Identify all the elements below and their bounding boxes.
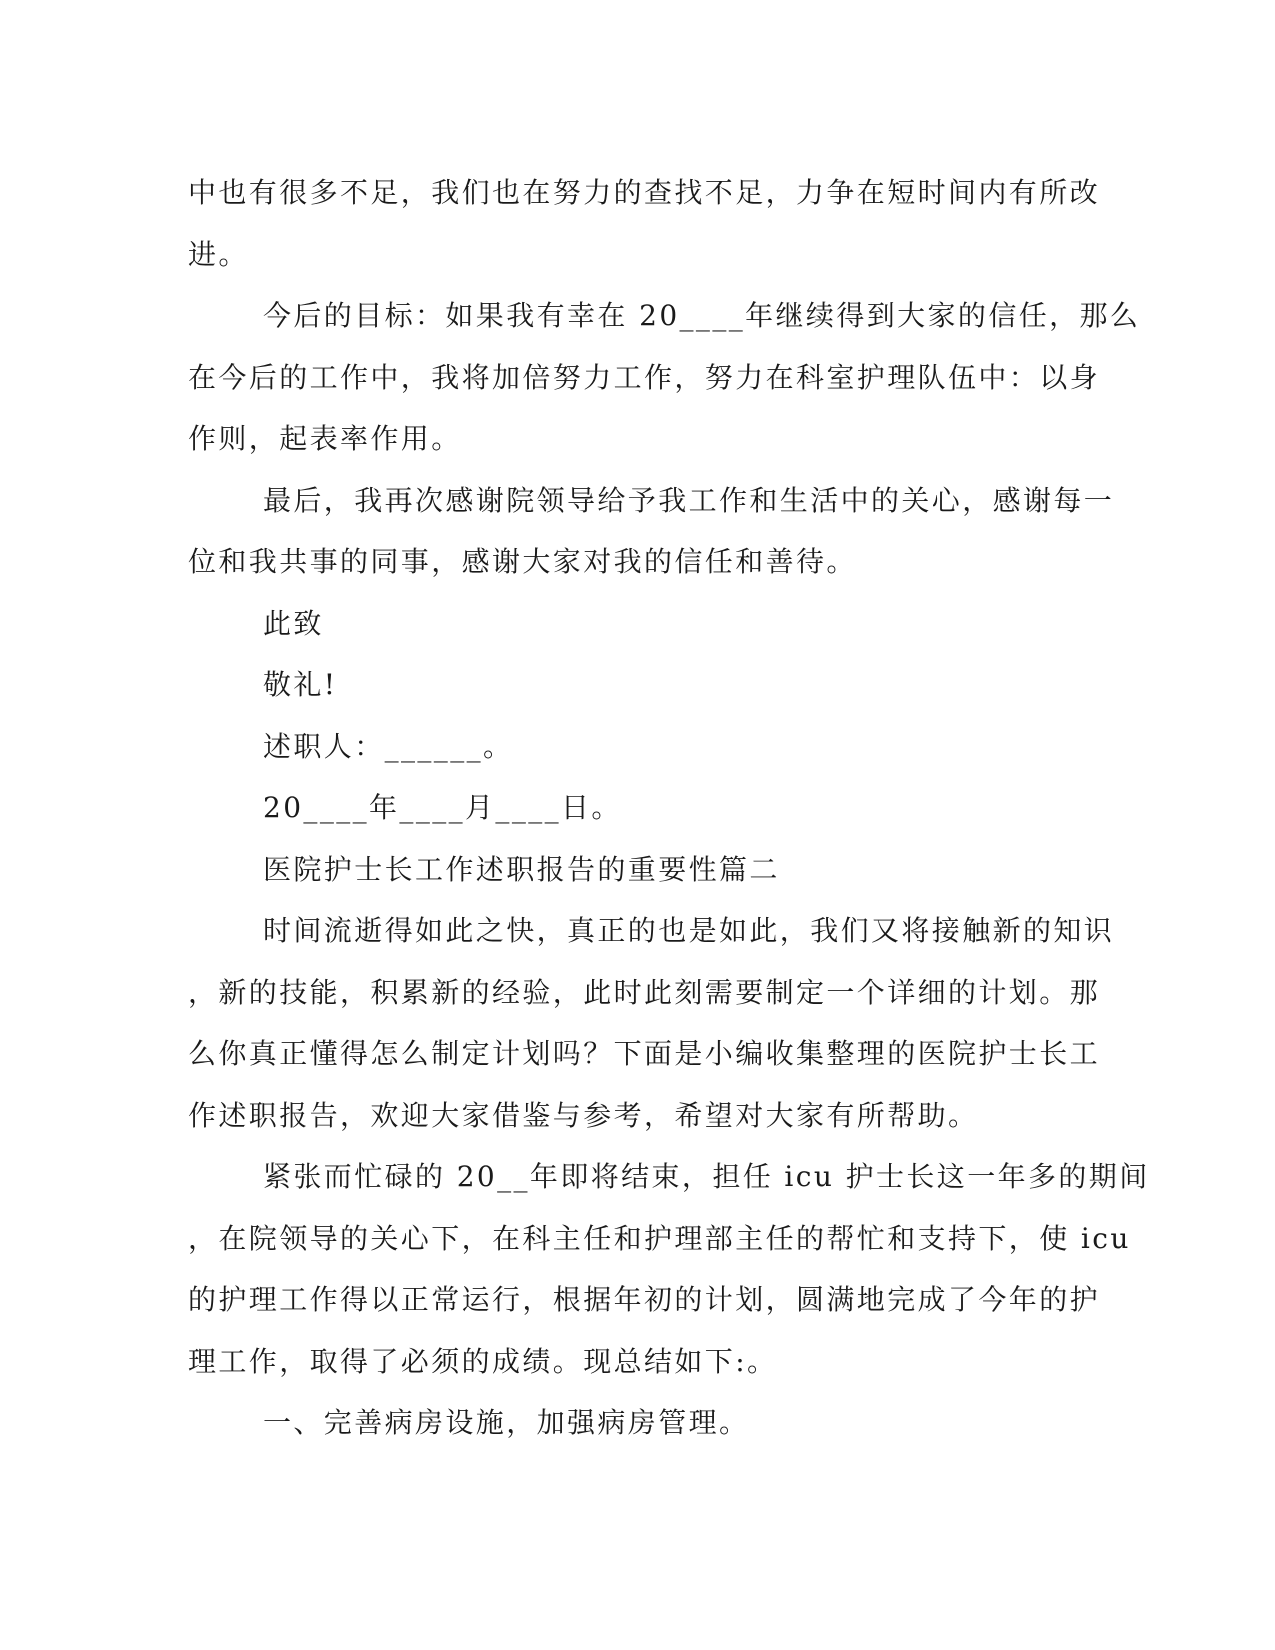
document-body xyxy=(188,162,1150,1454)
text-line: ，在院领导的关心下，在科主任和护理部主任的帮忙和支持下，使 icu xyxy=(188,1221,1131,1255)
date-line: 20____年____月____日。 xyxy=(263,791,622,824)
text-line: 时间流逝得如此之快，真正的也是如此，我们又将接触新的知识 xyxy=(263,914,1115,947)
reporter-signature: 述职人：______。 xyxy=(263,729,514,763)
text-line: 作则，起表率作用。 xyxy=(188,422,462,455)
text-line: 最后，我再次感谢院领导给予我工作和生活中的关心，感谢每一 xyxy=(263,483,1115,517)
text-line: 理工作，取得了必须的成绩。现总结如下:。 xyxy=(188,1344,778,1378)
text-line: 进。 xyxy=(188,237,249,271)
text-line: 在今后的工作中，我将加倍努力工作，努力在科室护理队伍中：以身 xyxy=(188,360,1101,394)
text-line: 位和我共事的同事，感谢大家对我的信任和善待。 xyxy=(188,545,857,578)
text-line: ，新的技能，积累新的经验，此时此刻需要制定一个详细的计划。那 xyxy=(188,975,1101,1009)
text-line: 作述职报告，欢迎大家借鉴与参考，希望对大家有所帮助。 xyxy=(188,1098,979,1132)
section-heading: 一、完善病房设施，加强病房管理。 xyxy=(263,1406,750,1439)
closing-regards: 敬礼! xyxy=(263,668,338,701)
text-line: 中也有很多不足，我们也在努力的查找不足，力争在短时间内有所改 xyxy=(188,176,1101,209)
text-line: 的护理工作得以正常运行，根据年初的计划，圆满地完成了今年的护 xyxy=(188,1283,1101,1316)
text-line: 么你真正懂得怎么制定计划吗？下面是小编收集整理的医院护士长工 xyxy=(188,1037,1101,1070)
text-line: 紧张而忙碌的 20__年即将结束，担任 icu 护士长这一年多的期间 xyxy=(263,1160,1150,1193)
closing-salutation: 此致 xyxy=(263,606,324,640)
section-title: 医院护士长工作述职报告的重要性篇二 xyxy=(263,852,780,886)
text-line: 今后的目标：如果我有幸在 20____年继续得到大家的信任，那么 xyxy=(263,299,1141,332)
